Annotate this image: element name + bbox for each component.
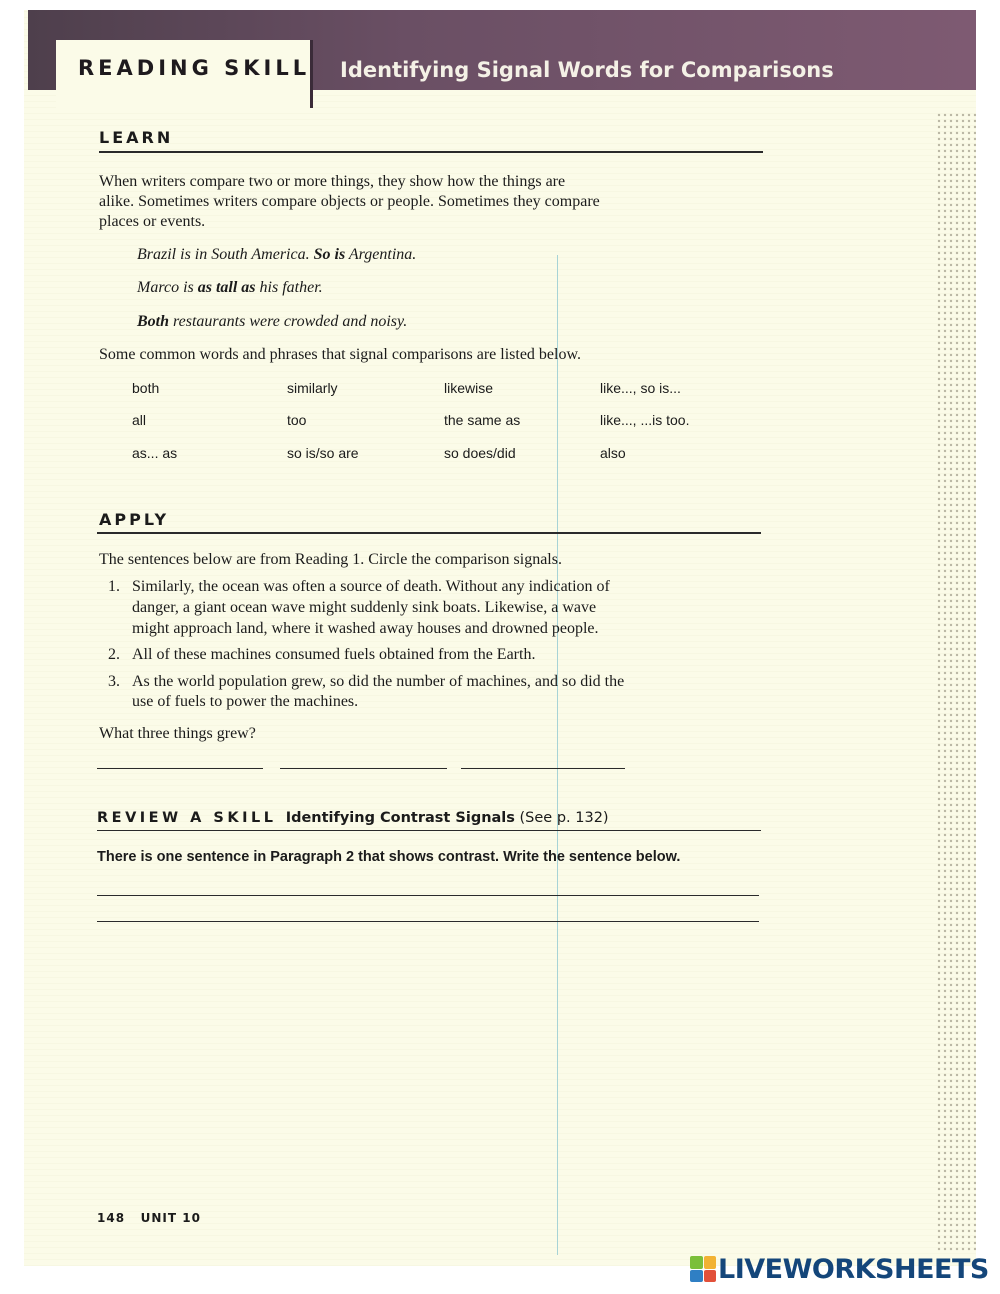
- learn-heading: LEARN: [99, 128, 174, 147]
- item-line: danger, a giant ocean wave might suddenly sink boats. Likewise, a wave: [132, 599, 597, 616]
- review-label: REVIEW A SKILL: [97, 810, 277, 826]
- signal-word: like..., ...is too.: [600, 412, 690, 428]
- example-sentence: Both restaurants were crowded and noisy.: [137, 313, 408, 330]
- learn-intro-line: alike. Sometimes writers compare objects or people. Sometimes they compare: [99, 193, 600, 210]
- review-ref: (See p. 132): [519, 810, 609, 826]
- signal-word: too: [287, 412, 307, 428]
- writing-line[interactable]: [97, 895, 759, 896]
- apply-heading: APPLY: [99, 510, 170, 529]
- learn-intro-line: places or events.: [99, 213, 206, 230]
- answer-blank[interactable]: [280, 768, 447, 769]
- signal-word: likewise: [444, 380, 494, 396]
- unit-label: UNIT 10: [140, 1211, 201, 1225]
- item-number: 2.: [108, 646, 120, 663]
- item-line: All of these machines consumed fuels obtained from the Earth.: [132, 646, 536, 663]
- page-number: 148: [97, 1211, 126, 1225]
- dotted-margin: [936, 112, 976, 1252]
- signal-word: as... as: [132, 445, 178, 461]
- liveworksheets-logo: [690, 1254, 989, 1284]
- item-number: 1.: [108, 578, 120, 595]
- section-tab-label: READING SKILL: [78, 56, 311, 80]
- answer-blank[interactable]: [461, 768, 625, 769]
- apply-question: What three things grew?: [99, 725, 256, 742]
- signal-list-intro: Some common words and phrases that signal comparisons are listed below.: [99, 346, 581, 363]
- review-rule: [97, 830, 761, 831]
- page-footer: [97, 1211, 201, 1225]
- signal-word: like..., so is...: [600, 380, 681, 396]
- fold-line: [557, 255, 558, 1255]
- signal-word: all: [132, 412, 147, 428]
- writing-line[interactable]: [97, 921, 759, 922]
- item-line: might approach land, where it washed away houses and drowned people.: [132, 620, 599, 637]
- signal-word: the same as: [444, 412, 521, 428]
- review-question: There is one sentence in Paragraph 2 that shows contrast. Write the sentence below.: [97, 849, 681, 865]
- signal-word: so is/so are: [287, 445, 359, 461]
- review-title: Identifying Contrast Signals: [285, 810, 515, 826]
- item-number: 3.: [108, 673, 120, 690]
- item-line: As the world population grew, so did the number of machines, and so did the: [132, 673, 625, 690]
- signal-word: similarly: [287, 380, 338, 396]
- answer-blank[interactable]: [97, 768, 263, 769]
- signal-word: both: [132, 380, 160, 396]
- logo-grid-icon: [690, 1256, 716, 1282]
- review-heading: [97, 810, 609, 826]
- item-line: Similarly, the ocean was often a source of death. Without any indication of: [132, 578, 610, 595]
- logo-text: LIVEWORKSHEETS: [718, 1253, 989, 1285]
- signal-word: also: [600, 445, 626, 461]
- example-sentence: Brazil is in South America. So is Argentina.: [137, 246, 417, 263]
- item-line: use of fuels to power the machines.: [132, 693, 359, 710]
- example-sentence: Marco is as tall as his father.: [137, 279, 323, 296]
- learn-rule: [99, 151, 763, 153]
- apply-rule: [97, 532, 761, 534]
- page-title: Identifying Signal Words for Comparisons: [340, 58, 834, 82]
- learn-intro-line: When writers compare two or more things, they show how the things are: [99, 173, 566, 190]
- apply-instruction: The sentences below are from Reading 1. Circle the comparison signals.: [99, 551, 562, 568]
- signal-word: so does/did: [444, 445, 516, 461]
